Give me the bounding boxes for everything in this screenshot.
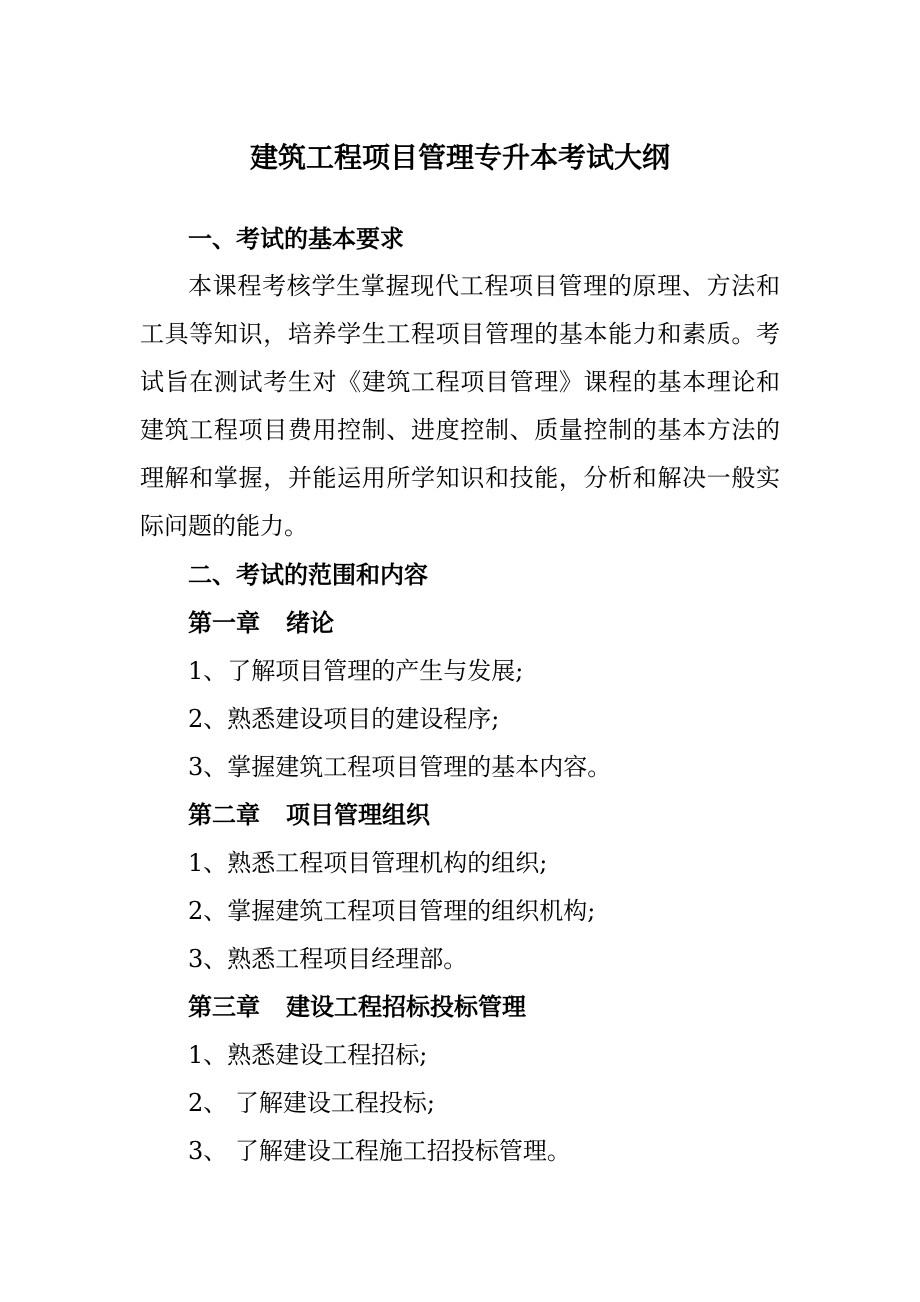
- chapter-3-item-2: 2、 了解建设工程投标;: [188, 1089, 435, 1117]
- chapter-2-item-1: 1、熟悉工程项目管理机构的组织;: [188, 849, 548, 877]
- paragraph-line: 建筑工程项目费用控制、进度控制、质量控制的基本方法的: [140, 416, 780, 444]
- paragraph-line: 理解和掌握，并能运用所学知识和技能，分析和解决一般实: [140, 464, 780, 492]
- chapter-name: 项目管理组织: [286, 801, 430, 829]
- chapter-1-item-1: 1、了解项目管理的产生与发展;: [188, 657, 524, 685]
- chapter-2-item-2: 2、掌握建筑工程项目管理的组织机构;: [188, 897, 596, 925]
- chapter-3-item-1: 1、熟悉建设工程招标;: [188, 1041, 428, 1069]
- requirements-paragraph: [140, 262, 780, 550]
- section-heading-1: 一、考试的基本要求: [188, 225, 404, 253]
- chapter-heading-2: [188, 795, 430, 835]
- chapter-heading-3: [188, 987, 526, 1027]
- document-title: 建筑工程项目管理专升本考试大纲: [249, 141, 670, 174]
- section-heading-2: 二、考试的范围和内容: [188, 561, 428, 589]
- chapter-name: 绪论: [286, 609, 334, 637]
- chapter-1-item-2: 2、熟悉建设项目的建设程序;: [188, 705, 500, 733]
- chapter-3-item-3: 3、 了解建设工程施工招投标管理。: [188, 1137, 571, 1165]
- chapter-number: 第二章: [188, 801, 260, 829]
- paragraph-line: 工具等知识，培养学生工程项目管理的基本能力和素质。考: [140, 320, 780, 348]
- paragraph-line: 试旨在测试考生对《建筑工程项目管理》课程的基本理论和: [140, 368, 780, 396]
- chapter-heading-1: [188, 603, 334, 643]
- chapter-number: 第一章: [188, 609, 260, 637]
- chapter-number: 第三章: [188, 993, 260, 1021]
- paragraph-line: 际问题的能力。: [140, 512, 308, 540]
- chapter-2-item-3: 3、熟悉工程项目经理部。: [188, 945, 468, 973]
- chapter-1-item-3: 3、掌握建筑工程项目管理的基本内容。: [188, 753, 612, 781]
- paragraph-line: 本课程考核学生掌握现代工程项目管理的原理、方法和: [188, 272, 780, 300]
- chapter-name: 建设工程招标投标管理: [286, 993, 526, 1021]
